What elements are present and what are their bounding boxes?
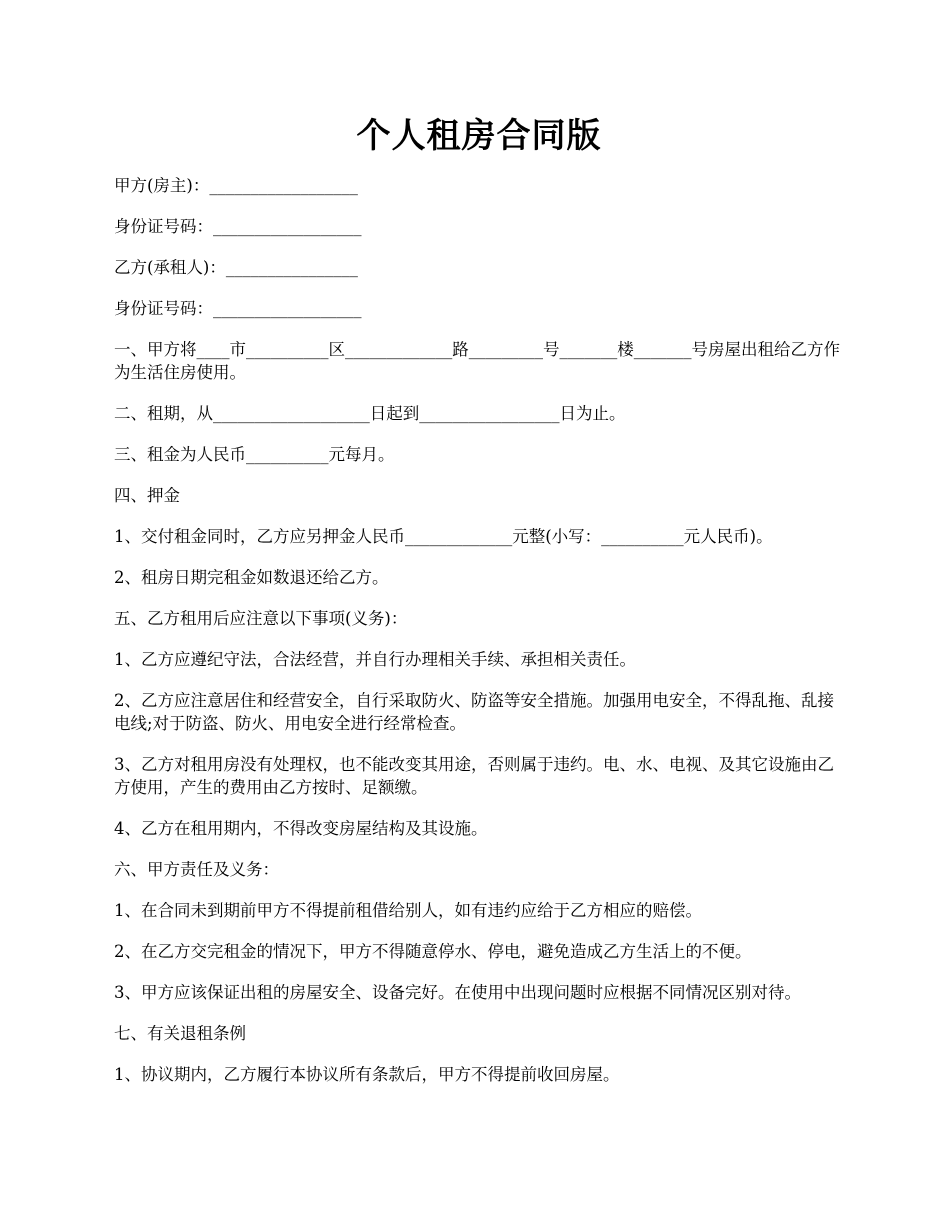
landlord-id-line: 身份证号码：__________________ [114,217,362,236]
clause-4-item-2: 2、租房日期完租金如数退还给乙方。 [114,568,389,587]
clause-7-item-1: 1、协议期内，乙方履行本协议所有条款后，甲方不得提前收回房屋。 [114,1065,620,1084]
clause-5-item-1: 1、乙方应遵纪守法，合法经营，并自行办理相关手续、承担相关责任。 [114,650,636,669]
document-title: 个人租房合同版 [356,116,602,156]
document-page [114,108,844,1104]
clause-5-item-3: 3、乙方对租用房没有处理权，也不能改变其用途，否则属于违约。电、水、电视、及其它设施由乙方使用，产生的费用由乙方按时、足额缴。 [114,755,834,797]
clause-5-item-4: 4、乙方在租用期内，不得改变房屋结构及其设施。 [114,819,488,838]
clause-6-heading: 六、甲方责任及义务： [114,860,279,879]
clause-2-term: 二、租期，从___________________日起到_________________日为止。 [114,404,626,423]
clause-5-item-2: 2、乙方应注意居住和经营安全，自行采取防火、防盗等安全措施。加强用电安全，不得乱拖、乱接电线;对于防盗、防火、用电安全进行经常检查。 [114,691,834,733]
clause-3-rent: 三、租金为人民币__________元每月。 [114,445,395,464]
clause-6-item-3: 3、甲方应该保证出租的房屋安全、设备完好。在使用中出现问题时应根据不同情况区别对待。 [114,983,801,1002]
clause-7-heading: 七、有关退租条例 [114,1024,246,1043]
clause-1-property: 一、甲方将____市__________区_____________路_________号_______楼_______号房屋出租给乙方作为生活住房使用。 [114,340,840,382]
clause-5-heading: 五、乙方租用后应注意以下事项(义务)： [114,609,408,628]
clause-6-item-1: 1、在合同未到期前甲方不得提前租借给别人，如有违约应给于乙方相应的赔偿。 [114,901,702,920]
tenant-id-line: 身份证号码：__________________ [114,299,362,318]
tenant-name-line: 乙方(承租人)：________________ [114,258,358,277]
landlord-name-line: 甲方(房主)：__________________ [114,176,358,195]
clause-6-item-2: 2、在乙方交完租金的情况下，甲方不得随意停水、停电，避免造成乙方生活上的不便。 [114,942,752,961]
clause-4-heading: 四、押金 [114,486,180,505]
clause-4-item-1: 1、交付租金同时，乙方应另押金人民币_____________元整(小写：__________元人民币)。 [114,527,773,546]
